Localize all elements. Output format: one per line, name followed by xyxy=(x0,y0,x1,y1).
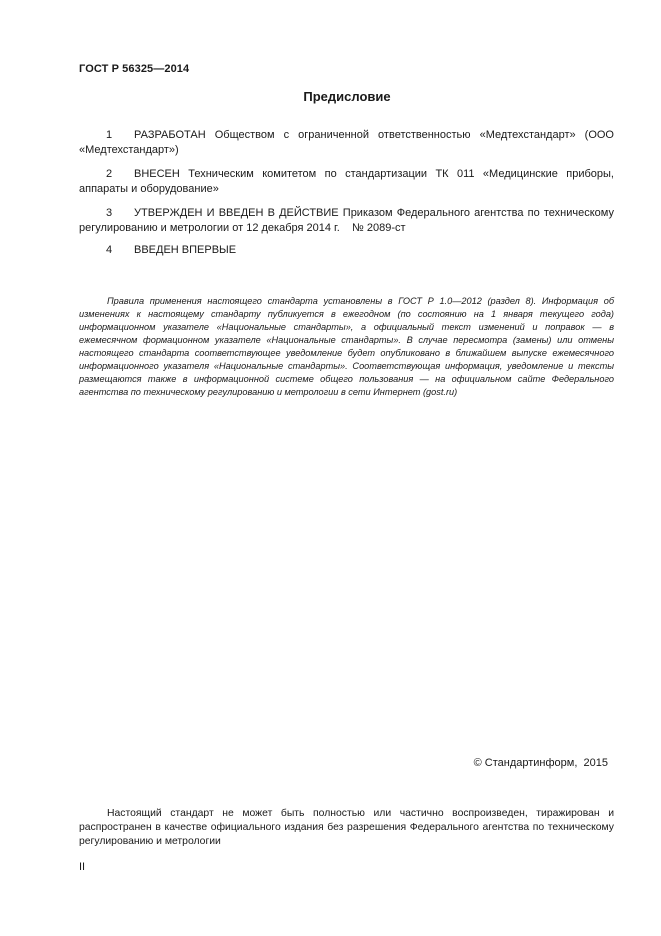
item-number: 4 xyxy=(106,244,113,256)
copyright-line: © Стандартинформ, 2015 xyxy=(473,757,608,769)
foreword-item-4 xyxy=(79,243,614,258)
item-text: РАЗРАБОТАН Обществом с ограниченной ответственностью «Медтехстандарт» (ООО «Медтехстандарт») xyxy=(79,129,614,156)
reproduction-notice: Настоящий стандарт не может быть полностью или частично воспроизведен, тиражирован и распространен в качестве официального издания без разрешения Федерального агентства по техническому регулированию и метрологии xyxy=(79,808,614,847)
item-text: ВВЕДЕН ВПЕРВЫЕ xyxy=(134,244,237,256)
document-code: ГОСТ Р 56325—2014 xyxy=(79,63,190,75)
foreword-item-1 xyxy=(79,128,614,158)
item-text: ВНЕСЕН Техническим комитетом по стандартизации ТК 011 «Медицинские приборы, аппараты и оборудование» xyxy=(79,168,614,195)
item-text: УТВЕРЖДЕН И ВВЕДЕН В ДЕЙСТВИЕ Приказом Федерального агентства по техническому регулированию и метрологии от 12 декабря 2014 г. № 2089-ст xyxy=(79,207,618,234)
standard-application-notice: Правила применения настоящего стандарта установлены в ГОСТ Р 1.0—2012 (раздел 8). Информация об изменениях к настоящему стандарту публикуется в ежегодном (по состоянию на 1 января текущего года) информационном указателе «Национальные стандарты», а официальный текст изменений и поправок — в ежемесячном формационном указателе «Национальные стандарты». В случае пересмотра (замены) или отмены настоящего стандарта соответствующее уведомление будет опубликовано в ближайшем выпуске ежемесячного информационного указателя «Национальные стандарты». Соответствующая информация, уведомление и тексты размещаются также в информационной системе общего пользования — на официальном сайте Федерального агентства по техническому регулированию и метрологии в сети Интернет (gost.ru) xyxy=(79,296,614,397)
item-number: 2 xyxy=(106,168,113,180)
foreword-item-2 xyxy=(79,167,614,197)
section-title xyxy=(0,89,661,104)
item-number: 1 xyxy=(106,129,113,141)
page-number: II xyxy=(79,861,86,873)
foreword-item-3 xyxy=(79,206,618,236)
section-title-text: Предисловие xyxy=(303,89,391,104)
item-number: 3 xyxy=(106,207,113,219)
